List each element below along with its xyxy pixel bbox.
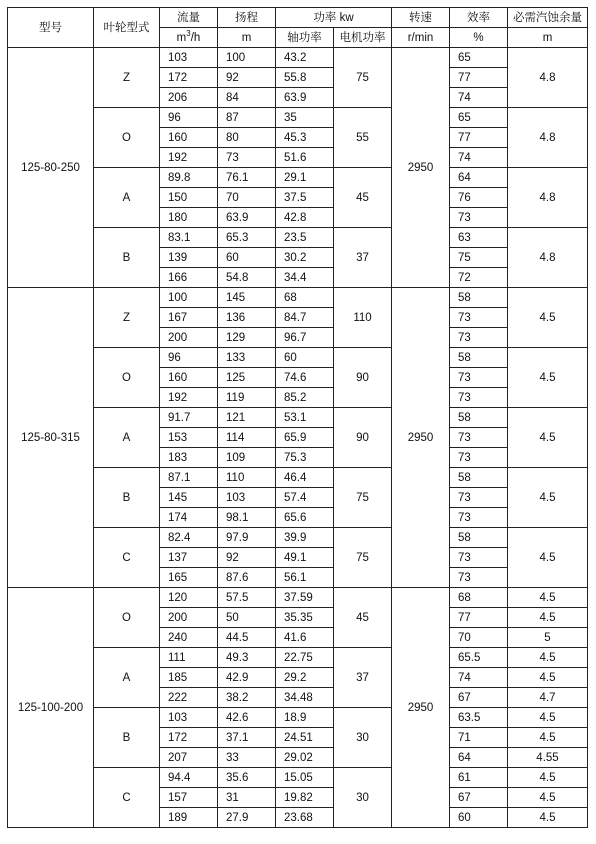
table-row xyxy=(8,288,588,308)
efficiency-cell: 77 xyxy=(450,68,508,88)
shaft-power-cell: 96.7 xyxy=(276,328,334,348)
flow-cell: 91.7 xyxy=(160,408,218,428)
table-row xyxy=(8,468,588,488)
head-cell: 125 xyxy=(218,368,276,388)
head-cell: 133 xyxy=(218,348,276,368)
table-row xyxy=(8,108,588,128)
impeller-type-cell: O xyxy=(94,348,160,408)
efficiency-cell: 61 xyxy=(450,768,508,788)
flow-cell: 180 xyxy=(160,208,218,228)
head-cell: 98.1 xyxy=(218,508,276,528)
header-speed-unit: r/min xyxy=(392,28,450,48)
efficiency-cell: 73 xyxy=(450,368,508,388)
head-cell: 42.9 xyxy=(218,668,276,688)
table-body xyxy=(8,8,588,828)
efficiency-cell: 58 xyxy=(450,528,508,548)
flow-cell: 137 xyxy=(160,548,218,568)
head-cell: 27.9 xyxy=(218,808,276,828)
npsh-cell: 4.5 xyxy=(508,348,588,408)
npsh-cell: 4.8 xyxy=(508,48,588,108)
shaft-power-cell: 68 xyxy=(276,288,334,308)
header-flow-unit xyxy=(160,28,218,48)
head-cell: 76.1 xyxy=(218,168,276,188)
head-cell: 35.6 xyxy=(218,768,276,788)
npsh-cell: 4.7 xyxy=(508,688,588,708)
head-cell: 136 xyxy=(218,308,276,328)
header-npsh-unit: m xyxy=(508,28,588,48)
impeller-type-cell: B xyxy=(94,468,160,528)
table-row xyxy=(8,168,588,188)
efficiency-cell: 67 xyxy=(450,688,508,708)
shaft-power-cell: 18.9 xyxy=(276,708,334,728)
efficiency-cell: 73 xyxy=(450,568,508,588)
table-row xyxy=(8,228,588,248)
efficiency-cell: 63.5 xyxy=(450,708,508,728)
flow-cell: 206 xyxy=(160,88,218,108)
head-cell: 92 xyxy=(218,68,276,88)
efficiency-cell: 72 xyxy=(450,268,508,288)
shaft-power-cell: 42.8 xyxy=(276,208,334,228)
flow-cell: 174 xyxy=(160,508,218,528)
head-cell: 100 xyxy=(218,48,276,68)
shaft-power-cell: 34.4 xyxy=(276,268,334,288)
shaft-power-cell: 43.2 xyxy=(276,48,334,68)
head-cell: 145 xyxy=(218,288,276,308)
motor-power-cell: 75 xyxy=(334,48,392,108)
flow-cell: 172 xyxy=(160,68,218,88)
table-row xyxy=(8,708,588,728)
table-row xyxy=(8,648,588,668)
npsh-cell: 4.5 xyxy=(508,708,588,728)
npsh-cell: 4.5 xyxy=(508,408,588,468)
efficiency-cell: 71 xyxy=(450,728,508,748)
npsh-cell: 4.5 xyxy=(508,648,588,668)
head-cell: 103 xyxy=(218,488,276,508)
efficiency-cell: 58 xyxy=(450,288,508,308)
impeller-type-cell: A xyxy=(94,408,160,468)
motor-power-cell: 30 xyxy=(334,768,392,828)
impeller-type-cell: Z xyxy=(94,288,160,348)
shaft-power-cell: 29.2 xyxy=(276,668,334,688)
flow-cell: 120 xyxy=(160,588,218,608)
head-cell: 87.6 xyxy=(218,568,276,588)
header-speed: 转速 xyxy=(392,8,450,28)
head-cell: 57.5 xyxy=(218,588,276,608)
flow-cell: 172 xyxy=(160,728,218,748)
pump-performance-table xyxy=(7,7,588,828)
header-flow: 流量 xyxy=(160,8,218,28)
efficiency-cell: 60 xyxy=(450,808,508,828)
flow-cell: 87.1 xyxy=(160,468,218,488)
head-cell: 42.6 xyxy=(218,708,276,728)
head-cell: 38.2 xyxy=(218,688,276,708)
shaft-power-cell: 35.35 xyxy=(276,608,334,628)
efficiency-cell: 77 xyxy=(450,608,508,628)
efficiency-cell: 65 xyxy=(450,48,508,68)
shaft-power-cell: 34.48 xyxy=(276,688,334,708)
shaft-power-cell: 22.75 xyxy=(276,648,334,668)
efficiency-cell: 74 xyxy=(450,88,508,108)
model-cell: 125-100-200 xyxy=(8,588,94,828)
head-cell: 109 xyxy=(218,448,276,468)
shaft-power-cell: 23.68 xyxy=(276,808,334,828)
speed-cell: 2950 xyxy=(392,48,450,288)
efficiency-cell: 63 xyxy=(450,228,508,248)
head-cell: 50 xyxy=(218,608,276,628)
npsh-cell: 4.5 xyxy=(508,468,588,528)
efficiency-cell: 73 xyxy=(450,448,508,468)
flow-cell: 200 xyxy=(160,328,218,348)
efficiency-cell: 74 xyxy=(450,668,508,688)
shaft-power-cell: 60 xyxy=(276,348,334,368)
header-head: 扬程 xyxy=(218,8,276,28)
efficiency-cell: 65.5 xyxy=(450,648,508,668)
shaft-power-cell: 65.9 xyxy=(276,428,334,448)
flow-cell: 240 xyxy=(160,628,218,648)
header-power: 功率 kw xyxy=(276,8,392,28)
head-cell: 37.1 xyxy=(218,728,276,748)
motor-power-cell: 75 xyxy=(334,468,392,528)
flow-cell: 200 xyxy=(160,608,218,628)
shaft-power-cell: 37.5 xyxy=(276,188,334,208)
head-cell: 63.9 xyxy=(218,208,276,228)
efficiency-cell: 77 xyxy=(450,128,508,148)
flow-cell: 139 xyxy=(160,248,218,268)
model-cell: 125-80-315 xyxy=(8,288,94,588)
motor-power-cell: 37 xyxy=(334,648,392,708)
impeller-type-cell: B xyxy=(94,708,160,768)
head-cell: 44.5 xyxy=(218,628,276,648)
impeller-type-cell: A xyxy=(94,168,160,228)
header-model: 型号 xyxy=(8,8,94,48)
table-row xyxy=(8,348,588,368)
motor-power-cell: 110 xyxy=(334,288,392,348)
flow-cell: 207 xyxy=(160,748,218,768)
shaft-power-cell: 65.6 xyxy=(276,508,334,528)
table-row xyxy=(8,528,588,548)
impeller-type-cell: C xyxy=(94,528,160,588)
efficiency-cell: 67 xyxy=(450,788,508,808)
shaft-power-cell: 46.4 xyxy=(276,468,334,488)
npsh-cell: 4.5 xyxy=(508,608,588,628)
npsh-cell: 4.5 xyxy=(508,788,588,808)
efficiency-cell: 58 xyxy=(450,348,508,368)
efficiency-cell: 73 xyxy=(450,428,508,448)
shaft-power-cell: 53.1 xyxy=(276,408,334,428)
motor-power-cell: 75 xyxy=(334,528,392,588)
shaft-power-cell: 56.1 xyxy=(276,568,334,588)
shaft-power-cell: 35 xyxy=(276,108,334,128)
flow-cell: 160 xyxy=(160,368,218,388)
motor-power-cell: 45 xyxy=(334,168,392,228)
flow-cell: 222 xyxy=(160,688,218,708)
flow-cell: 96 xyxy=(160,348,218,368)
motor-power-cell: 37 xyxy=(334,228,392,288)
shaft-power-cell: 51.6 xyxy=(276,148,334,168)
efficiency-cell: 76 xyxy=(450,188,508,208)
flow-unit-sup: 3 xyxy=(186,28,191,38)
flow-cell: 153 xyxy=(160,428,218,448)
impeller-type-cell: B xyxy=(94,228,160,288)
impeller-type-cell: O xyxy=(94,588,160,648)
flow-cell: 192 xyxy=(160,388,218,408)
shaft-power-cell: 45.3 xyxy=(276,128,334,148)
header-head-unit: m xyxy=(218,28,276,48)
table-row xyxy=(8,48,588,68)
impeller-type-cell: C xyxy=(94,768,160,828)
shaft-power-cell: 55.8 xyxy=(276,68,334,88)
npsh-cell: 4.5 xyxy=(508,728,588,748)
efficiency-cell: 73 xyxy=(450,508,508,528)
header-npsh: 必需汽蚀余量 xyxy=(508,8,588,28)
flow-cell: 157 xyxy=(160,788,218,808)
shaft-power-cell: 39.9 xyxy=(276,528,334,548)
npsh-cell: 4.55 xyxy=(508,748,588,768)
shaft-power-cell: 74.6 xyxy=(276,368,334,388)
table-row xyxy=(8,588,588,608)
shaft-power-cell: 63.9 xyxy=(276,88,334,108)
efficiency-cell: 75 xyxy=(450,248,508,268)
efficiency-cell: 58 xyxy=(450,408,508,428)
shaft-power-cell: 49.1 xyxy=(276,548,334,568)
npsh-cell: 5 xyxy=(508,628,588,648)
shaft-power-cell: 84.7 xyxy=(276,308,334,328)
header-efficiency-unit: % xyxy=(450,28,508,48)
flow-cell: 94.4 xyxy=(160,768,218,788)
flow-unit-base: m xyxy=(176,31,187,44)
table-row xyxy=(8,408,588,428)
efficiency-cell: 58 xyxy=(450,468,508,488)
efficiency-cell: 73 xyxy=(450,208,508,228)
header-impeller: 叶轮型式 xyxy=(94,8,160,48)
head-cell: 54.8 xyxy=(218,268,276,288)
shaft-power-cell: 29.02 xyxy=(276,748,334,768)
head-cell: 129 xyxy=(218,328,276,348)
efficiency-cell: 73 xyxy=(450,548,508,568)
head-cell: 110 xyxy=(218,468,276,488)
flow-cell: 160 xyxy=(160,128,218,148)
head-cell: 73 xyxy=(218,148,276,168)
head-cell: 33 xyxy=(218,748,276,768)
head-cell: 87 xyxy=(218,108,276,128)
motor-power-cell: 45 xyxy=(334,588,392,648)
npsh-cell: 4.5 xyxy=(508,528,588,588)
flow-cell: 111 xyxy=(160,648,218,668)
flow-cell: 183 xyxy=(160,448,218,468)
flow-cell: 82.4 xyxy=(160,528,218,548)
motor-power-cell: 90 xyxy=(334,408,392,468)
shaft-power-cell: 85.2 xyxy=(276,388,334,408)
flow-cell: 100 xyxy=(160,288,218,308)
shaft-power-cell: 24.51 xyxy=(276,728,334,748)
shaft-power-cell: 57.4 xyxy=(276,488,334,508)
efficiency-cell: 73 xyxy=(450,308,508,328)
head-cell: 49.3 xyxy=(218,648,276,668)
flow-cell: 83.1 xyxy=(160,228,218,248)
head-cell: 121 xyxy=(218,408,276,428)
npsh-cell: 4.5 xyxy=(508,768,588,788)
shaft-power-cell: 37.59 xyxy=(276,588,334,608)
head-cell: 92 xyxy=(218,548,276,568)
motor-power-cell: 55 xyxy=(334,108,392,168)
head-cell: 70 xyxy=(218,188,276,208)
header-shaft-power: 轴功率 xyxy=(276,28,334,48)
shaft-power-cell: 75.3 xyxy=(276,448,334,468)
shaft-power-cell: 41.6 xyxy=(276,628,334,648)
table-row xyxy=(8,768,588,788)
impeller-type-cell: O xyxy=(94,108,160,168)
head-cell: 84 xyxy=(218,88,276,108)
speed-cell: 2950 xyxy=(392,588,450,828)
head-cell: 31 xyxy=(218,788,276,808)
efficiency-cell: 73 xyxy=(450,328,508,348)
shaft-power-cell: 15.05 xyxy=(276,768,334,788)
npsh-cell: 4.5 xyxy=(508,588,588,608)
flow-cell: 96 xyxy=(160,108,218,128)
flow-cell: 103 xyxy=(160,708,218,728)
npsh-cell: 4.8 xyxy=(508,168,588,228)
npsh-cell: 4.5 xyxy=(508,288,588,348)
speed-cell: 2950 xyxy=(392,288,450,588)
efficiency-cell: 65 xyxy=(450,108,508,128)
motor-power-cell: 90 xyxy=(334,348,392,408)
flow-cell: 192 xyxy=(160,148,218,168)
head-cell: 60 xyxy=(218,248,276,268)
head-cell: 65.3 xyxy=(218,228,276,248)
head-cell: 119 xyxy=(218,388,276,408)
efficiency-cell: 64 xyxy=(450,748,508,768)
npsh-cell: 4.8 xyxy=(508,228,588,288)
npsh-cell: 4.5 xyxy=(508,668,588,688)
efficiency-cell: 73 xyxy=(450,388,508,408)
npsh-cell: 4.8 xyxy=(508,108,588,168)
flow-cell: 165 xyxy=(160,568,218,588)
flow-cell: 166 xyxy=(160,268,218,288)
flow-cell: 167 xyxy=(160,308,218,328)
flow-cell: 189 xyxy=(160,808,218,828)
npsh-cell: 4.5 xyxy=(508,808,588,828)
flow-cell: 103 xyxy=(160,48,218,68)
flow-unit-tail: /h xyxy=(190,31,201,44)
flow-cell: 89.8 xyxy=(160,168,218,188)
header-efficiency: 效率 xyxy=(450,8,508,28)
header-motor-power: 电机功率 xyxy=(334,28,392,48)
head-cell: 80 xyxy=(218,128,276,148)
model-cell: 125-80-250 xyxy=(8,48,94,288)
shaft-power-cell: 23.5 xyxy=(276,228,334,248)
header-row-1 xyxy=(8,8,588,28)
flow-cell: 145 xyxy=(160,488,218,508)
motor-power-cell: 30 xyxy=(334,708,392,768)
efficiency-cell: 68 xyxy=(450,588,508,608)
impeller-type-cell: A xyxy=(94,648,160,708)
impeller-type-cell: Z xyxy=(94,48,160,108)
efficiency-cell: 64 xyxy=(450,168,508,188)
efficiency-cell: 70 xyxy=(450,628,508,648)
efficiency-cell: 74 xyxy=(450,148,508,168)
flow-cell: 150 xyxy=(160,188,218,208)
flow-cell: 185 xyxy=(160,668,218,688)
shaft-power-cell: 19.82 xyxy=(276,788,334,808)
efficiency-cell: 73 xyxy=(450,488,508,508)
shaft-power-cell: 29.1 xyxy=(276,168,334,188)
shaft-power-cell: 30.2 xyxy=(276,248,334,268)
head-cell: 97.9 xyxy=(218,528,276,548)
head-cell: 114 xyxy=(218,428,276,448)
